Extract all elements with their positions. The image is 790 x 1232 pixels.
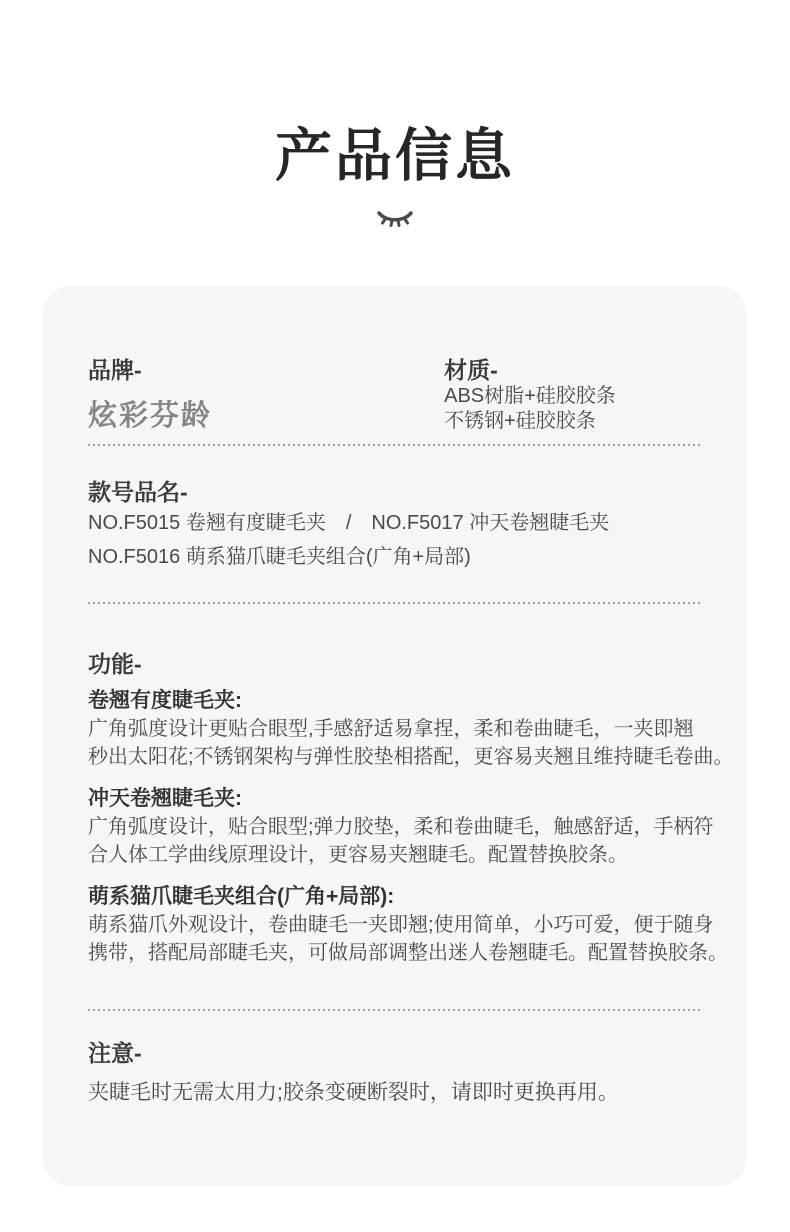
features-label: 功能- xyxy=(88,651,142,677)
model-line: NO.F5016 萌系猫爪睫毛夹组合(广角+局部) xyxy=(88,546,471,568)
model-section xyxy=(88,478,702,574)
feature-text-line: 秒出太阳花;不锈钢架构与弹性胶垫相搭配，更容易夹翘且维持睫毛卷曲。 xyxy=(88,746,734,768)
feature-text-line: 广角弧度设计更贴合眼型,手感舒适易拿捏，柔和卷曲睫毛，一夹即翘 xyxy=(88,718,694,740)
brand-section xyxy=(88,356,444,434)
feature-text-line: 广角弧度设计，贴合眼型;弹力胶垫，柔和卷曲睫毛，触感舒适，手柄符 xyxy=(88,816,714,838)
page-title: 产品信息 xyxy=(275,124,515,188)
dotted-divider xyxy=(88,1009,702,1011)
feature-item xyxy=(88,785,714,869)
brand-logo: 炫彩芬龄 xyxy=(88,400,213,432)
feature-text-line: 萌系猫爪外观设计，卷曲睫毛一夹即翘;使用简单，小巧可爱，便于随身 xyxy=(88,914,714,936)
material-section xyxy=(444,356,702,434)
notice-text: 夹睫毛时无需太用力;胶条变硬断裂时，请即时更换再用。 xyxy=(88,1081,619,1104)
model-label: 款号品名- xyxy=(88,479,188,505)
material-line: 不锈钢+硅胶胶条 xyxy=(444,410,596,432)
brand-label: 品牌- xyxy=(88,357,142,383)
notice-section xyxy=(88,1039,702,1107)
model-line: NO.F5015 卷翘有度睫毛夹 / NO.F5017 冲天卷翘睫毛夹 xyxy=(88,512,610,534)
eyelash-icon xyxy=(0,206,790,232)
feature-item xyxy=(88,883,728,967)
feature-title: 冲天卷翘睫毛夹: xyxy=(88,787,242,810)
notice-label: 注意- xyxy=(88,1040,142,1066)
feature-text-line: 携带，搭配局部睫毛夹，可做局部调整出迷人卷翘睫毛。配置替换胶条。 xyxy=(88,942,728,964)
material-label: 材质- xyxy=(444,357,498,383)
feature-title: 萌系猫爪睫毛夹组合(广角+局部): xyxy=(88,885,395,908)
brand-material-row xyxy=(88,356,702,434)
dotted-divider xyxy=(88,444,702,446)
product-info-card xyxy=(43,286,747,1186)
feature-item xyxy=(88,687,734,771)
dotted-divider xyxy=(88,602,702,604)
features-section xyxy=(88,650,734,967)
feature-title: 卷翘有度睫毛夹: xyxy=(88,689,242,712)
feature-text-line: 合人体工学曲线原理设计，更容易夹翘睫毛。配置替换胶条。 xyxy=(88,844,628,866)
material-line: ABS树脂+硅胶胶条 xyxy=(444,385,616,407)
page-header xyxy=(0,0,790,232)
